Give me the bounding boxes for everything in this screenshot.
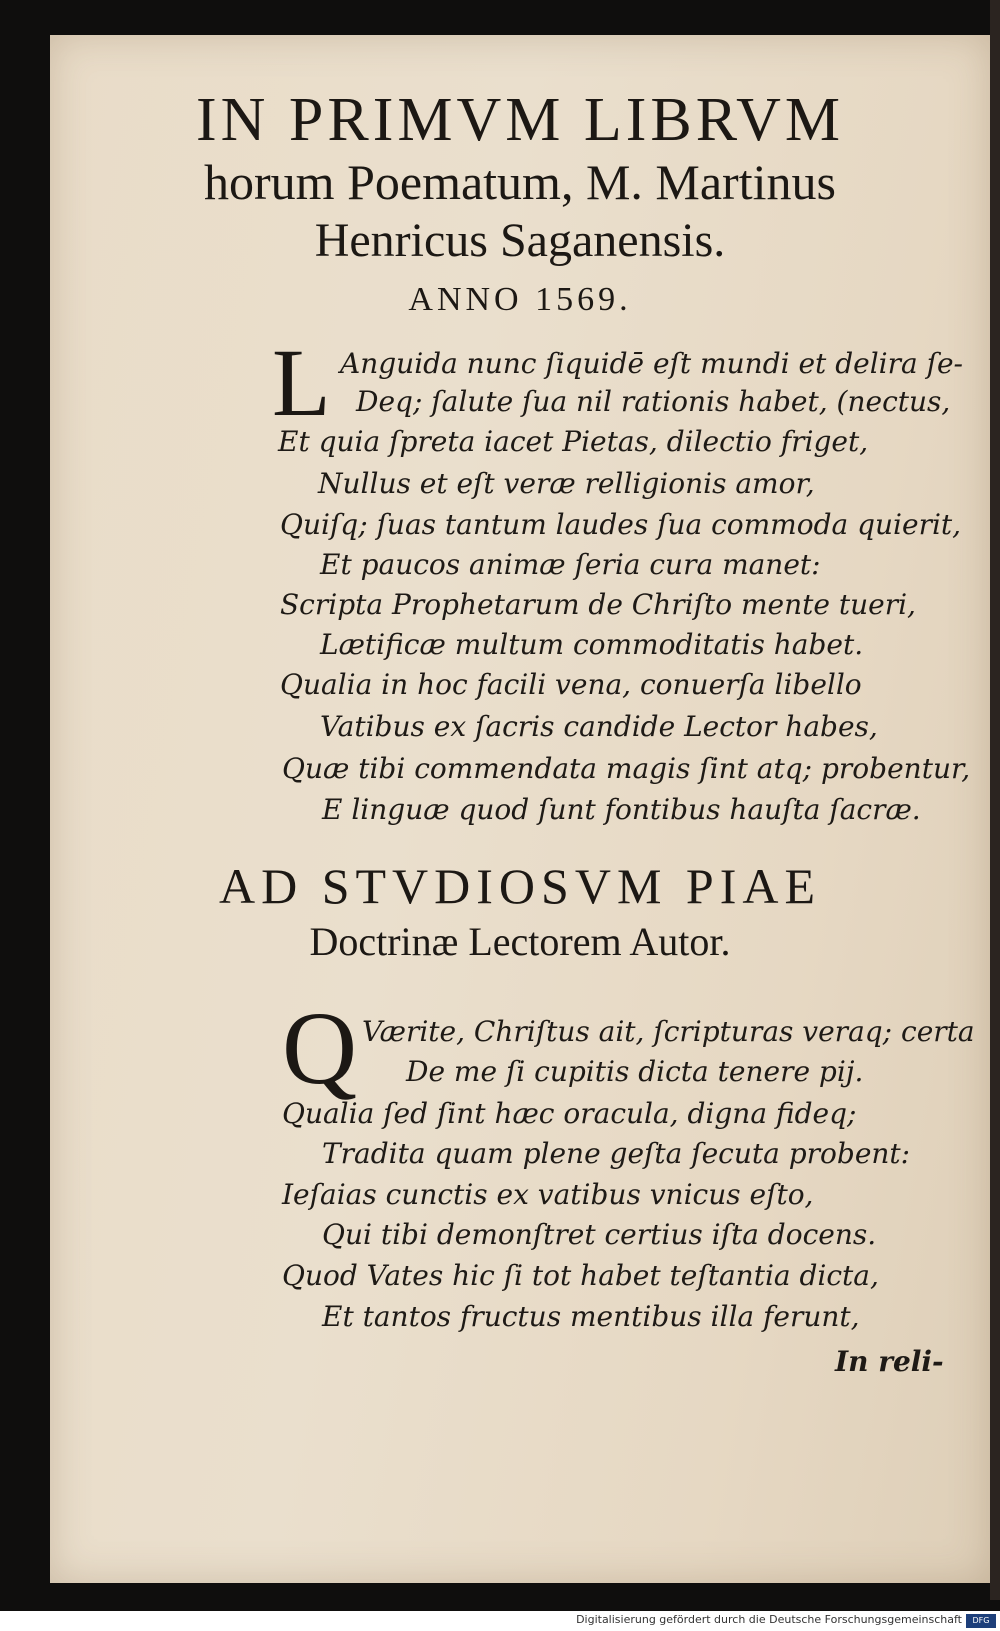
verse-line: Scripta Prophetarum de Chriſto mente tueri,	[280, 588, 916, 621]
verse-line: Værite, Chriſtus ait, ſcripturas veraq; certa	[362, 1015, 975, 1048]
verse-line: Lætificæ multum commoditatis habet.	[320, 628, 864, 661]
verse-line: Ieſaias cunctis ex vatibus vnicus eſto,	[282, 1178, 814, 1211]
verse-line: Et paucos animæ ſeria cura manet:	[320, 548, 821, 581]
verse-line: Et quia ſpreta iacet Pietas, dilectio friget,	[278, 425, 869, 458]
verse-line: Qui tibi demonſtret certius iſta docens.	[322, 1218, 877, 1251]
verse-line: Vatibus ex ſacris candide Lector habes,	[320, 710, 878, 743]
section1-title-line3: Henricus Saganensis.	[314, 214, 726, 267]
dfg-logo-icon: DFG	[966, 1614, 996, 1628]
catchword: In reli-	[835, 1345, 944, 1378]
book-page	[50, 35, 990, 1583]
dropcap-l: L	[272, 329, 331, 436]
dropcap-q: Q	[282, 991, 358, 1106]
section2-title-line2: Doctrinæ Lectorem Autor.	[309, 919, 731, 964]
verse-line: Tradita quam plene geſta ſecuta probent:	[322, 1137, 911, 1170]
section1-title-line1: IN PRIMVM LIBRVM	[195, 86, 845, 154]
verse-line: Qualia ſed ſint hæc oracula, digna fideq;	[282, 1097, 857, 1130]
verse-line: De me ſi cupitis dicta tenere pij.	[406, 1055, 864, 1088]
verse-line: E linguæ quod ſunt fontibus hauſta ſacræ.	[322, 793, 921, 826]
verse-line: Qualia in hoc facili vena, conuerſa libello	[280, 668, 862, 701]
verse-line: Nullus et eſt veræ relligionis amor,	[318, 467, 815, 500]
verse-line: Deq; ſalute ſua nil rationis habet, (nectus,	[356, 385, 951, 418]
section1-title-line2: horum Poematum, M. Martinus	[204, 154, 836, 210]
footer-credit: Digitalisierung gefördert durch die Deutsche Forschungsgemeinschaft	[576, 1613, 962, 1626]
page-edge	[990, 0, 1000, 1600]
verse-line: Anguida nunc ſiquidē eſt mundi et delira ſe-	[340, 347, 963, 380]
verse-line: Et tantos fructus mentibus illa ferunt,	[322, 1300, 860, 1333]
section2-title-line1: AD STVDIOSVM PIAE	[218, 858, 822, 914]
verse-line: Quod Vates hic ſi tot habet teſtantia dicta,	[282, 1259, 879, 1292]
verse-line: Quæ tibi commendata magis ſint atq; probentur,	[282, 752, 971, 785]
footer-bar	[0, 1611, 1000, 1631]
verse-line: Quiſq; ſuas tantum laudes ſua commoda quierit,	[280, 508, 962, 541]
section1-year: ANNO 1569.	[408, 281, 632, 318]
